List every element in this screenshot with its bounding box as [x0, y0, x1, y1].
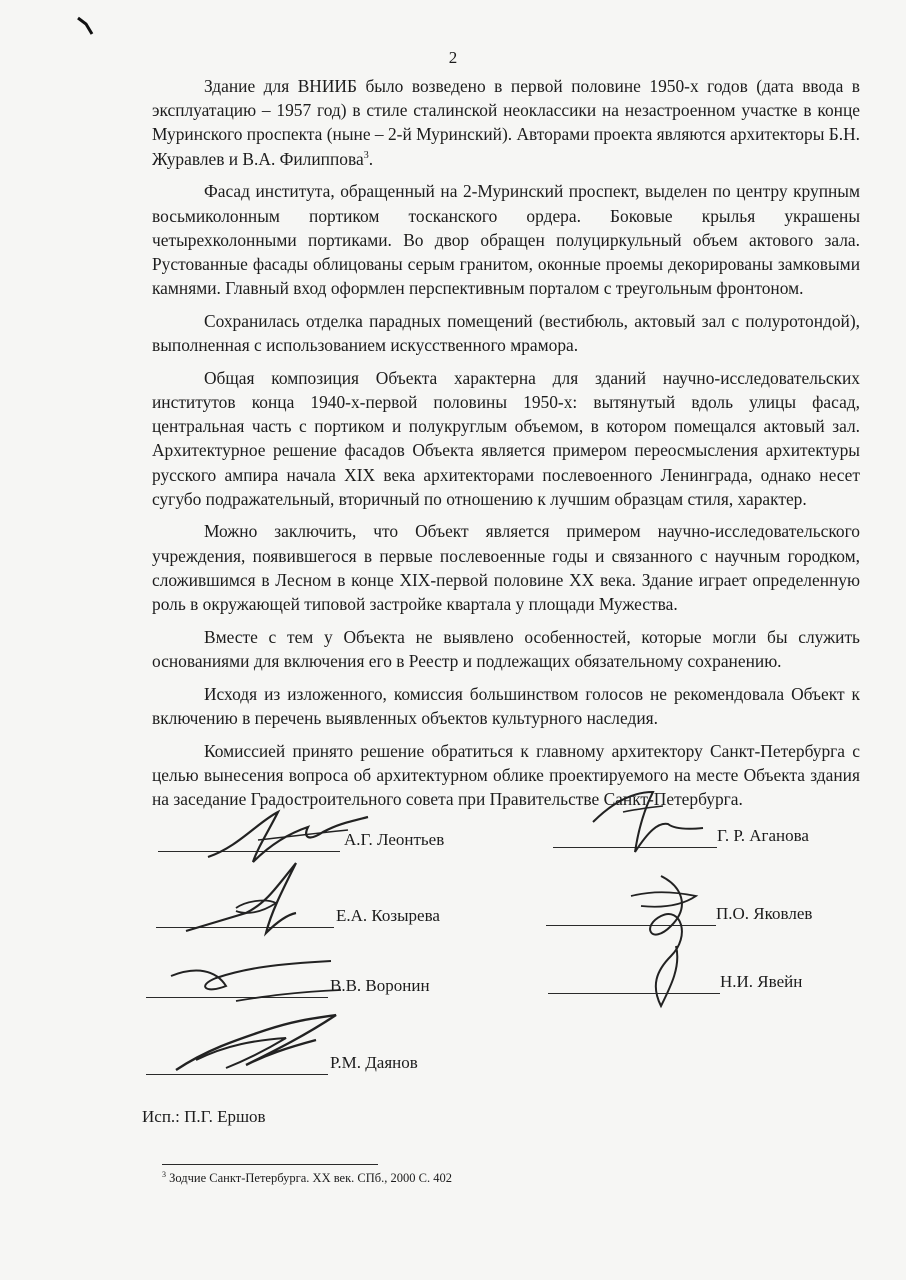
signature-aganova — [553, 818, 873, 858]
paragraph-3: Сохранилась отделка парадных помещений (вестибюль, актовый зал с полуротондой), выполненная с использованием искусственного мрамора. — [152, 310, 860, 356]
signatory-name: Н.И. Явейн — [720, 972, 803, 991]
signature-dayanov — [146, 1045, 486, 1085]
handwritten-signature — [176, 853, 346, 943]
handwritten-signature — [156, 956, 356, 1016]
handwritten-signature — [156, 1010, 356, 1080]
footnote-text: Зодчие Санкт-Петербурга. XX век. СПб., 2000 С. 402 — [166, 1171, 452, 1186]
page-number: 2 — [448, 48, 458, 67]
paragraph-1: Здание для ВНИИБ было возведено в первой половине 1950-х годов (дата ввода в эксплуатацию – 1957 год) в стиле сталинской неоклассики на незастроенном участке в конце Муринского проспекта (ныне – 2-й Муринский). Авторами проекта являются архитекторы Б.Н. Журавлев и В.А. Филиппова$^3$. — [152, 76, 860, 169]
signatory-name: Р.М. Даянов — [330, 1053, 418, 1072]
signature-kozyreva — [156, 898, 486, 938]
signatory-name: Г. Р. Аганова — [717, 826, 809, 845]
body-text — [152, 74, 860, 820]
paragraph-5: Можно заключить, что Объект является примером научно-исследовательского учреждения, появившегося в первые послевоенные годы и связанного с научным городком, сложившимся в Лесном в конце XIX-первой половине XX века. Здание играет определенную роль в окружающей типовой застройке квартала у площади Мужества. — [152, 521, 860, 615]
executor-note: Исп.: П.Г. Ершов — [142, 1107, 266, 1126]
paragraph-8: Комиссией принято решение обратиться к главному архитектору Санкт-Петербурга с целью вынесения вопроса об архитектурном облике проектируемого на месте Объекта здания на заседание Градостроительного совета при Правительстве Санкт-Петербурга. — [152, 740, 860, 809]
paragraph-4: Общая композиция Объекта характерна для зданий научно-исследовательских институтов конца 1940-х-первой половины 1950-х: вытянутый вдоль улицы фасад, центральная часть с портиком и полукруглым объемом, в котором помещался актовый зал. Архитектурное решение фасадов Объекта является примером переосмысления архитектуры русского ампира начала XIX века архитекторами послевоенного Ленинграда, однако несет сугубо подражательный, вторичный по отношению к лучшим образцам стиля, характер. — [152, 367, 860, 509]
footnote-marker: 3 — [162, 1170, 166, 1179]
signatory-name: А.Г. Леонтьев — [344, 830, 445, 849]
signature-line — [548, 993, 720, 994]
signature-yavein — [548, 964, 868, 1004]
footnote-reference: 3 — [363, 149, 369, 161]
paragraph-7: Исходя из изложенного, комиссия большинством голосов не рекомендовала Объект к включению в перечень выявленных объектов культурного наследия. — [152, 683, 860, 728]
paragraph-6: Вместе с тем у Объекта не выявлено особенностей, которые могли бы служить основаниями для включения его в Реестр и подлежащих обязательному сохранению. — [152, 626, 860, 671]
paragraph-2: Фасад института, обращенный на 2-Муринский проспект, выделен по центру крупным восьмиколонным портиком тосканского ордера. Боковые крылья украшены четырехколонными портиками. Во двор обращен полуциркульный объем актового зала. Рустованные фасады облицованы серым гранитом, оконные проемы декорированы замковыми камнями. Главный вход оформлен перспективным порталом с треугольным фронтоном. — [152, 181, 860, 299]
signatory-name: Е.А. Козырева — [336, 906, 440, 925]
signature-voronin — [146, 968, 486, 1008]
handwritten-signature — [573, 782, 723, 862]
signatory-name: В.В. Воронин — [330, 976, 430, 995]
footnote-divider — [162, 1164, 378, 1165]
signature-yakovlev — [546, 896, 876, 936]
footnote — [162, 1170, 452, 1186]
paragraph-1-text: Здание для ВНИИБ было возведено в первой половине 1950-х годов (дата ввода в эксплуатацию – 1957 год) в стиле сталинской неоклассики на незастроенном участке в конце Муринского проспекта (ныне – 2-й Муринский). Авторами проекта являются архитекторы Б.Н. Журавлев и В.А. Филиппова — [152, 76, 860, 169]
scan-artifact-mark — [76, 10, 106, 38]
signatory-name: П.О. Яковлев — [716, 904, 813, 923]
